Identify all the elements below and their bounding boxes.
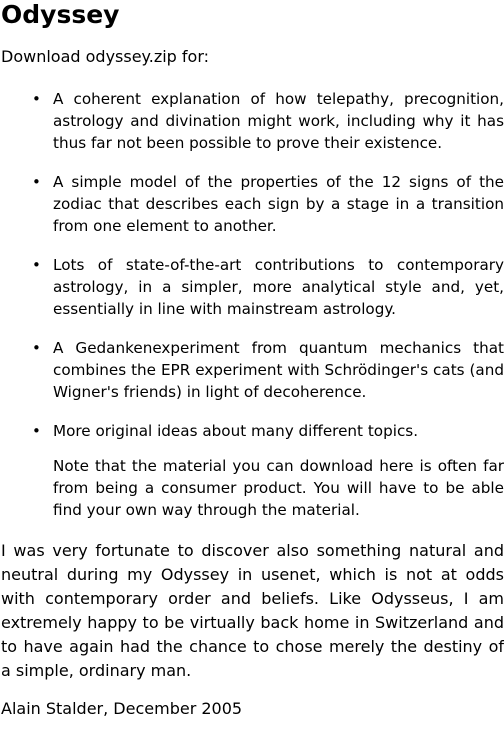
bullet-icon: • bbox=[32, 90, 41, 108]
bullet-icon: • bbox=[32, 339, 41, 357]
feature-list bbox=[1, 88, 504, 442]
list-item-text: More original ideas about many different topics. bbox=[53, 422, 419, 440]
closing-paragraph: I was very fortunate to discover also something natural and neutral during my Odyssey in usenet, which is not at odds with contemporary order and beliefs. Like Odysseus, I am extremely happy to be virtually back home in Switzerland and to have again had the chance to chose merely the destiny of a simple, ordinary man. bbox=[1, 541, 504, 680]
list-item-text: A coherent explanation of how telepathy, precognition, astrology and divination might work, including why it has thus far not been possible to prove their existence. bbox=[53, 90, 504, 152]
list-item-text: A simple model of the properties of the 12 signs of the zodiac that describes each sign by a stage in a transition from one element to another. bbox=[53, 173, 504, 235]
list-item bbox=[1, 337, 504, 403]
note-text: Note that the material you can download here is often far from being a consumer product. You will have to be able find your own way through the material. bbox=[53, 457, 504, 519]
list-item-text: Lots of state-of-the-art contributions to contemporary astrology, in a simpler, more analytical style and, yet, essentially in line with mainstream astrology. bbox=[53, 256, 504, 318]
list-item bbox=[1, 171, 504, 237]
page-title: Odyssey bbox=[1, 0, 120, 29]
list-item-text: A Gedankenexperiment from quantum mechanics that combines the EPR experiment with Schrödinger's cats (and Wigner's friends) in light of decoherence. bbox=[53, 339, 504, 401]
bullet-icon: • bbox=[32, 173, 41, 191]
intro-text: Download odyssey.zip for: bbox=[1, 47, 210, 66]
list-item bbox=[1, 88, 504, 154]
bullet-icon: • bbox=[32, 256, 41, 274]
bullet-icon: • bbox=[32, 422, 41, 440]
list-item bbox=[1, 254, 504, 320]
signature: Alain Stalder, December 2005 bbox=[1, 699, 243, 718]
list-item bbox=[1, 420, 504, 442]
